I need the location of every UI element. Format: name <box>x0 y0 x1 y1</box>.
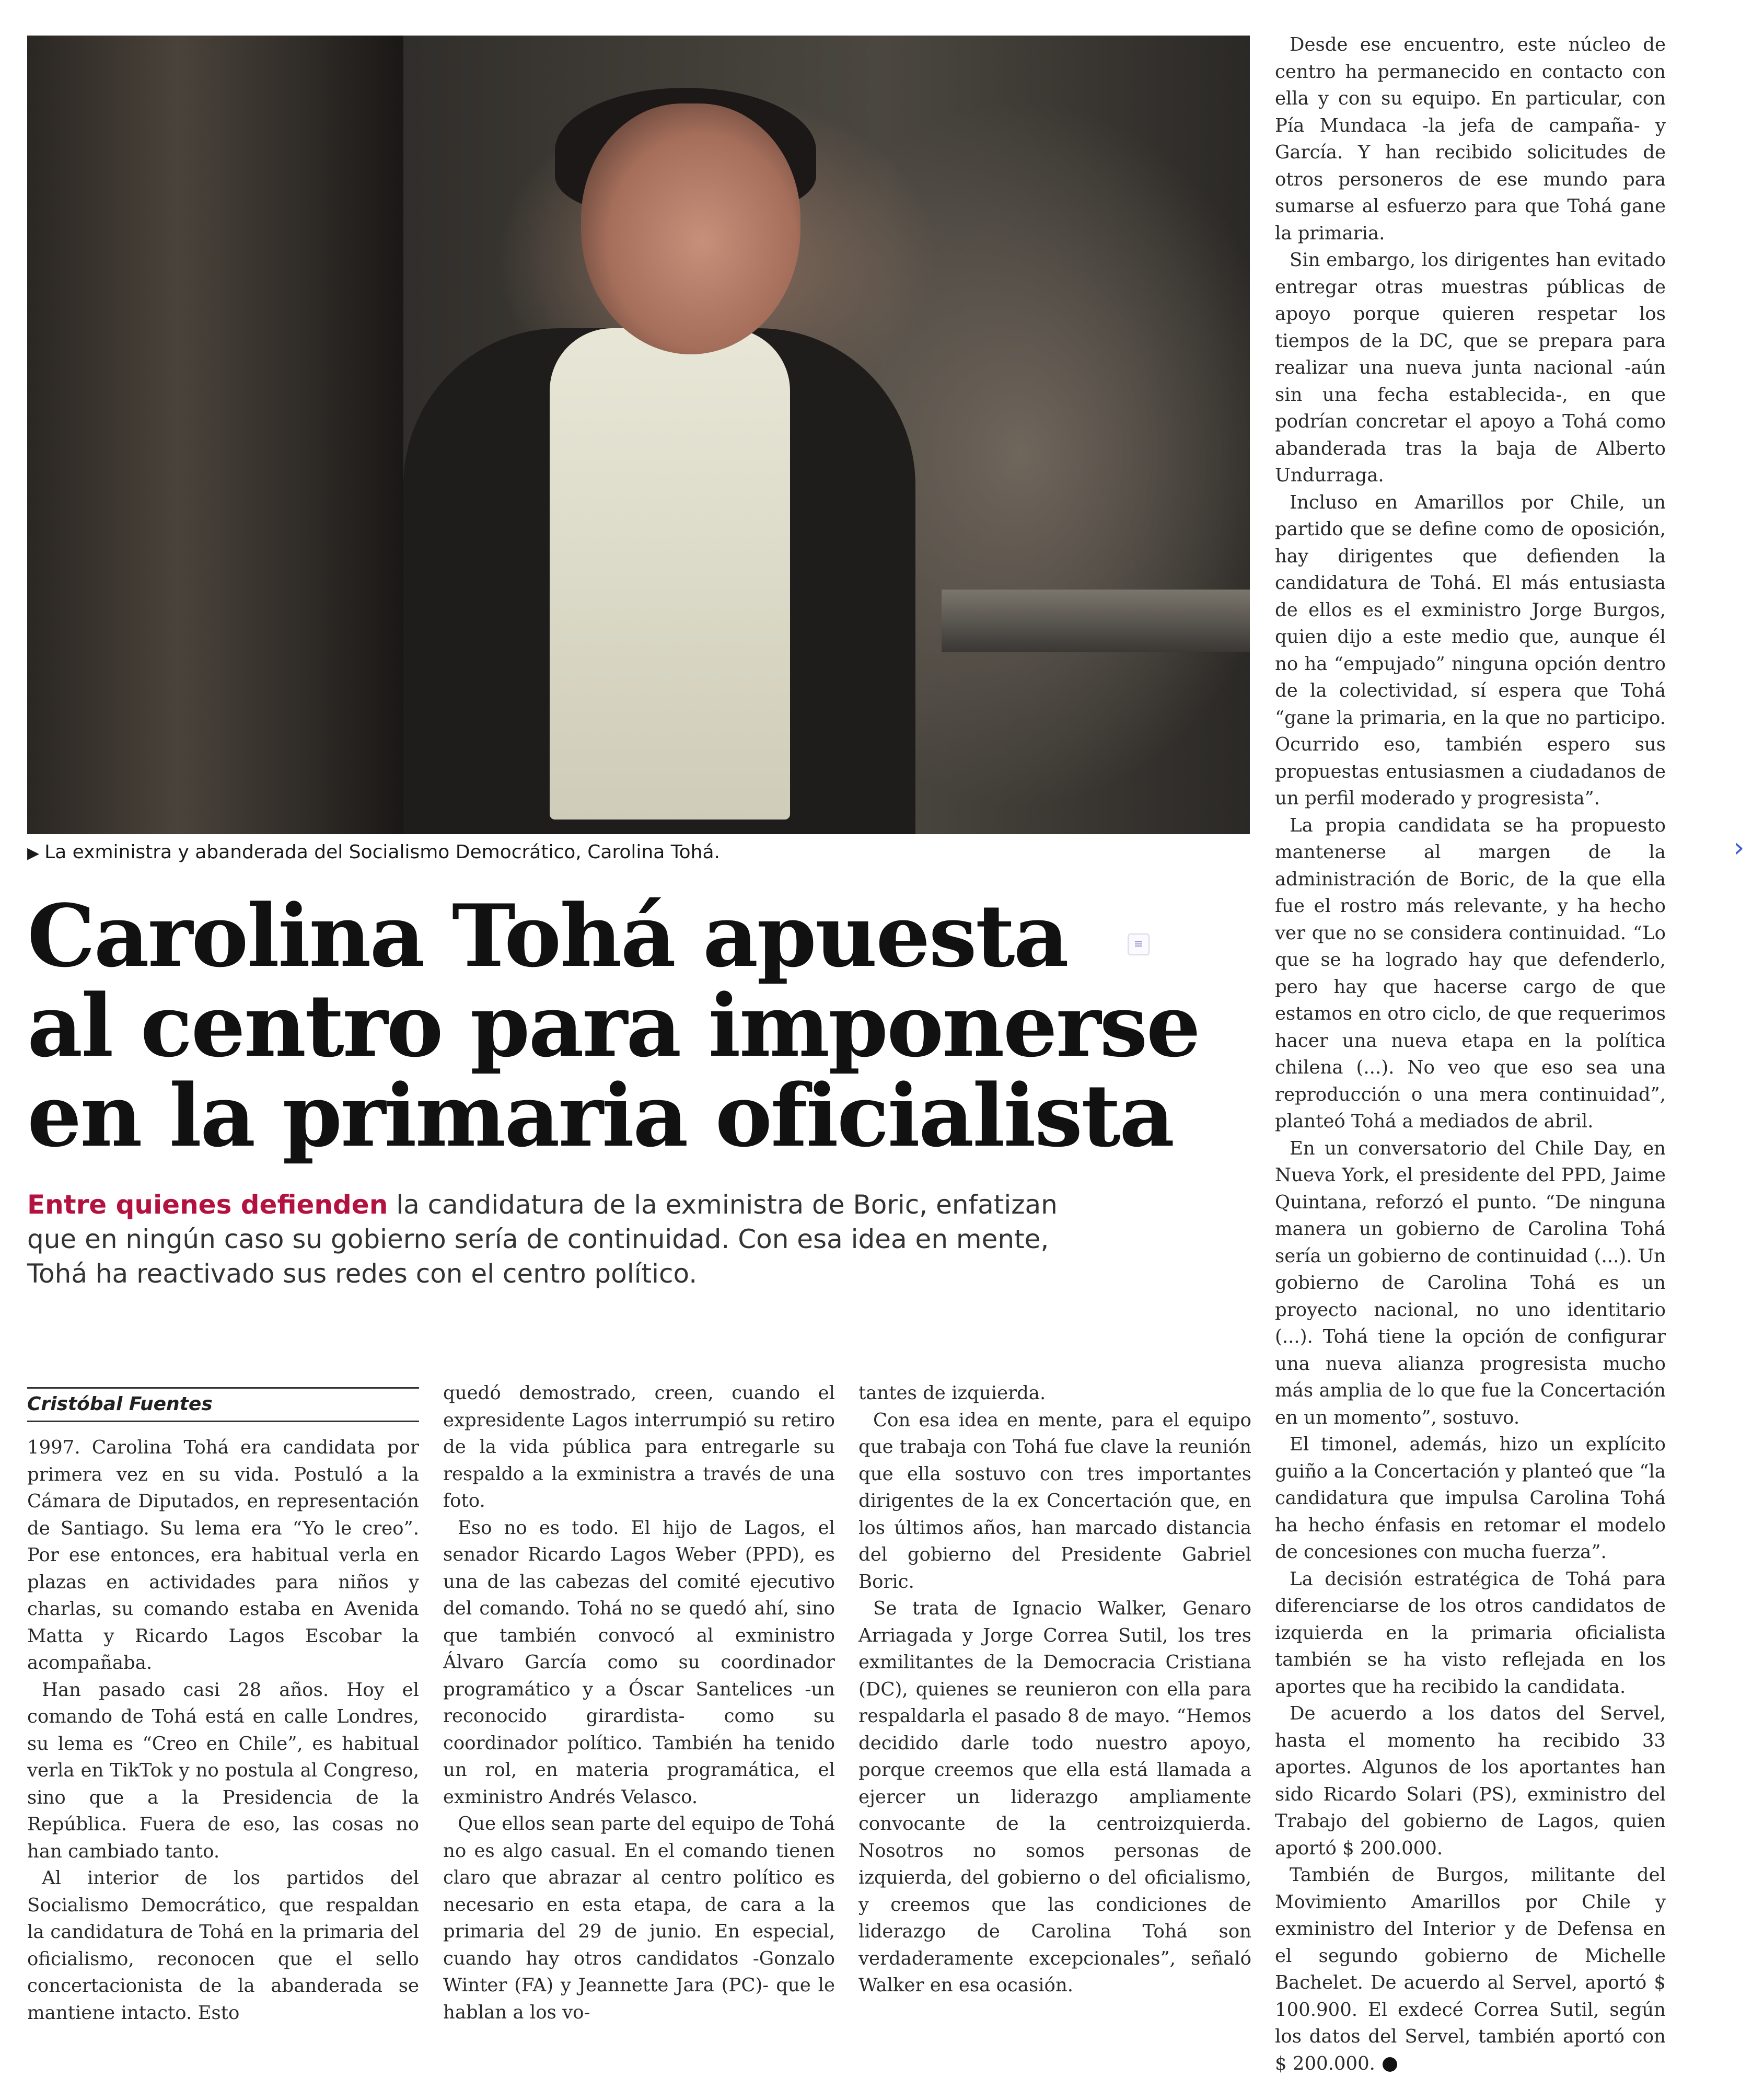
paragraph: Desde ese encuentro, este núcleo de centro ha permanecido en contacto con ella y con su equipo. En particular, con Pía Mundaca -la jefa de campaña- y García. Y han recibido solicitudes de otros personeros de ese mundo para sumarse al esfuerzo para que Tohá gane la primaria. <box>1275 34 1666 244</box>
comment-note-icon[interactable]: ≡ <box>1128 933 1150 955</box>
paragraph: Al interior de los partidos del Socialismo Democrático, que respaldan la candidatura de Tohá en la primaria del oficialismo, reconocen que el sello concertacionista de la abanderada se mantiene intacto. Esto <box>27 1867 419 2024</box>
paragraph: Han pasado casi 28 años. Hoy el comando de Tohá está en calle Londres, su lema es “Creo en Chile”, es habitual verla en TikTok y no postula al Congreso, sino que a la Presidencia de la República. Fuera de eso, las cosas no han cambiado tanto. <box>27 1679 419 1862</box>
body-column-2 <box>443 1380 835 2026</box>
lede <box>27 1187 1072 1291</box>
end-dot-icon <box>1383 2057 1397 2072</box>
paragraph: 1997. Carolina Tohá era candidata por primera vez en su vida. Postuló a la Cámara de Diputados, en representación de Santiago. Su lema era “Yo le creo”. Por ese entonces, era habitual verla en plazas en actividades para niños y charlas, su comando estaba en Avenida Matta y Ricardo Lagos Escobar la acompañaba. <box>27 1437 419 1674</box>
paragraph: quedó demostrado, creen, cuando el expresidente Lagos interrumpió su retiro de la vida pública para entregarle su respaldo a la exministra a través de una foto. <box>443 1382 835 1511</box>
body-column-4 <box>1275 31 1666 2077</box>
body-column-1 <box>27 1434 419 2026</box>
byline-bottom-rule <box>27 1421 419 1422</box>
byline-top-rule <box>27 1387 419 1389</box>
headline-line-3: en la primaria oficialista <box>27 1065 1174 1166</box>
lede-text: la candidatura de la exministra de Boric, enfatizan que en ningún caso su gobierno sería de continuidad. Con esa idea en mente, Tohá ha reactivado sus redes con el centro político. <box>27 1190 1058 1289</box>
headline-line-1: Carolina Tohá apuesta <box>27 885 1067 986</box>
paragraph: De acuerdo a los datos del Servel, hasta el momento ha recibido 33 aportes. Algunos de los aportantes han sido Ricardo Solari (PS), exministro del Trabajo del gobierno de Lagos, quien aportó $ 200.000. <box>1275 1703 1666 1859</box>
paragraph: La decisión estratégica de Tohá para diferenciarse de los otros candidatos de izquierda en la primaria oficialista también se ha visto reflejada en los aportes que ha recibido la candidata. <box>1275 1568 1666 1698</box>
byline-author: Cristóbal Fuentes <box>27 1393 213 1415</box>
body-column-3 <box>858 1380 1251 1999</box>
paragraph: Eso no es todo. El hijo de Lagos, el senador Ricardo Lagos Weber (PPD), es una de las cabezas del comité ejecutivo del comando. Tohá no se quedó ahí, sino que también convocó al exministro Álvaro García como su coordinador programático y a Óscar Santelices -un reconocido girardista- como su coordinador político. También ha tenido un rol, en materia programática, el exministro Andrés Velasco. <box>443 1517 835 1808</box>
lede-highlight: Entre quienes defienden <box>27 1190 388 1220</box>
paragraph-last-text: También de Burgos, militante del Movimiento Amarillos por Chile y exministro del Interior y de Defensa en el segundo gobierno de Michelle Bachelet. De acuerdo al Servel, aportó $ 100.900. El exdecé Correa Sutil, según los datos del Servel, también aportó con $ 200.000. <box>1275 1864 1666 2074</box>
headline-line-2: al centro para imponerse <box>27 975 1199 1076</box>
paragraph-last <box>1275 1862 1666 2077</box>
play-triangle-icon: ▶ <box>27 844 40 862</box>
photo-shirt-shape <box>550 328 790 820</box>
article-photo <box>27 36 1250 834</box>
paragraph: Incluso en Amarillos por Chile, un partido que se define como de oposición, hay dirigentes que defienden la candidatura de Tohá. El más entusiasta de ellos es el exministro Jorge Burgos, quien dijo a este medio que, aunque él no ha “empujado” ninguna opción dentro de la colectividad, sí espera que Tohá “gane la primaria, en la que no participo. Ocurrido eso, también espero sus propuestas entusiasmen a ciudadanos de un perfil moderado y progresista”. <box>1275 491 1666 809</box>
chevron-right-icon[interactable]: › <box>1733 832 1745 863</box>
photo-caption-text: La exministra y abanderada del Socialismo Democrático, Carolina Tohá. <box>44 841 720 863</box>
paragraph: Con esa idea en mente, para el equipo que trabaja con Tohá fue clave la reunión que ella sostuvo con tres importantes dirigentes de la ex Concertación que, en los últimos años, han marcado distancia del gobierno del Presidente Gabriel Boric. <box>858 1409 1251 1593</box>
paragraph: El timonel, además, hizo un explícito guiño a la Concertación y planteó que “la candidatura que impulsa Carolina Tohá ha hecho énfasis en retomar el modelo de concesiones con mucha fuerza”. <box>1275 1434 1666 1563</box>
paragraph: Que ellos sean parte del equipo de Tohá no es algo casual. En el comando tienen claro que abrazar al centro político es necesario en esta etapa, de cara a la primaria del 29 de junio. En especial, cuando hay otros candidatos -Gonzalo Winter (FA) y Jeannette Jara (PC)- que le hablan a los vo- <box>443 1813 835 2023</box>
paragraph: Sin embargo, los dirigentes han evitado entregar otras muestras públicas de apoyo porque quieren respetar los tiempos de la DC, que se prepara para realizar una nueva junta nacional -aún sin una fecha establecida-, en que podrían concretar el apoyo a Tohá como abanderada tras la baja de Alberto Undurraga. <box>1275 249 1666 486</box>
headline <box>27 885 1229 1166</box>
paragraph: Se trata de Ignacio Walker, Genaro Arriagada y Jorge Correa Sutil, los tres exmilitantes de la Democracia Cristiana (DC), quienes se reunieron con ella para respaldarla el pasado 8 de mayo. “Hemos decidido darle todo nuestro apoyo, porque creemos que ella está llamada a ejercer un liderazgo ampliamente convocante de la centroizquierda. Nosotros no somos personas de izquierda, del gobierno o del oficialismo, y creemos que las condiciones de liderazgo de Carolina Tohá son verdaderamente excepcionales”, señaló Walker en esa ocasión. <box>858 1598 1251 1996</box>
paragraph: La propia candidata se ha propuesto mantenerse al margen de la administración de Boric, de la que ella fue el rostro más relevante, y ha hecho ver que no se considera continuidad. “Lo que se ha logrado hay que defenderlo, pero hay que hacerse cargo de que estamos en otro ciclo, de que requerimos hacer una nueva etapa en la política chilena (...). No veo que eso sea una reproducción o una mera continuidad”, planteó Tohá a mediados de abril. <box>1275 814 1666 1132</box>
photo-railing-shape <box>942 590 1250 652</box>
photo-pillar-shape <box>27 36 403 834</box>
paragraph: En un conversatorio del Chile Day, en Nueva York, el presidente del PPD, Jaime Quintana, reforzó el punto. “De ninguna manera un gobierno de Carolina Tohá sería un gobierno de continuidad (...). Un gobierno de Carolina Tohá es un proyecto nacional, no uno identitario (...). Tohá tiene la opción de configurar una nueva alianza progresista mucho más amplia de lo que fue la Concertación en un momento”, sostuvo. <box>1275 1137 1666 1428</box>
paragraph: tantes de izquierda. <box>858 1382 1046 1404</box>
photo-caption <box>27 841 720 863</box>
photo-face-shape <box>581 103 800 354</box>
